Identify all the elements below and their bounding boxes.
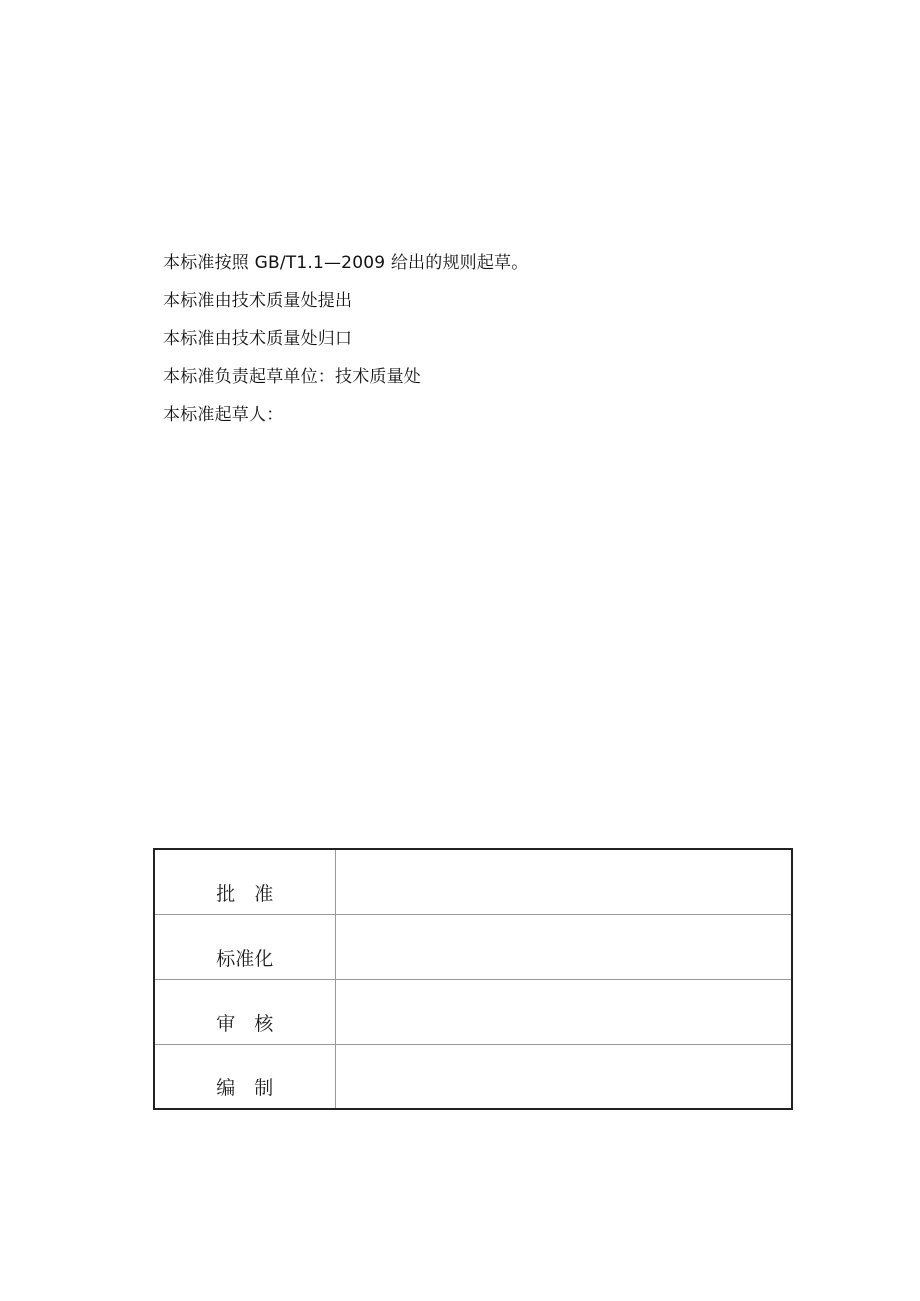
centralized-management-statement: 本标准由技术质量处归口 [163,329,353,349]
approve-signature-field[interactable] [335,849,792,914]
standardization-signature-field[interactable] [335,914,792,979]
table-row [154,849,792,914]
approval-signoff-table [153,848,793,1110]
compile-label: 编 制 [154,1044,335,1109]
compile-signature-field[interactable] [335,1044,792,1109]
table-row [154,1044,792,1109]
standardization-label: 标准化 [154,914,335,979]
table-row [154,914,792,979]
drafting-unit-statement: 本标准负责起草单位：技术质量处 [163,367,421,387]
foreword-section [163,252,783,442]
proposer-statement: 本标准由技术质量处提出 [163,291,353,311]
review-signature-field[interactable] [335,979,792,1044]
review-label: 审 核 [154,979,335,1044]
drafting-rule-statement: 本标准按照 GB/T1.1—2009 给出的规则起草。 [163,253,529,273]
table-row [154,979,792,1044]
approve-label: 批 准 [154,849,335,914]
drafters-statement: 本标准起草人： [163,405,284,425]
